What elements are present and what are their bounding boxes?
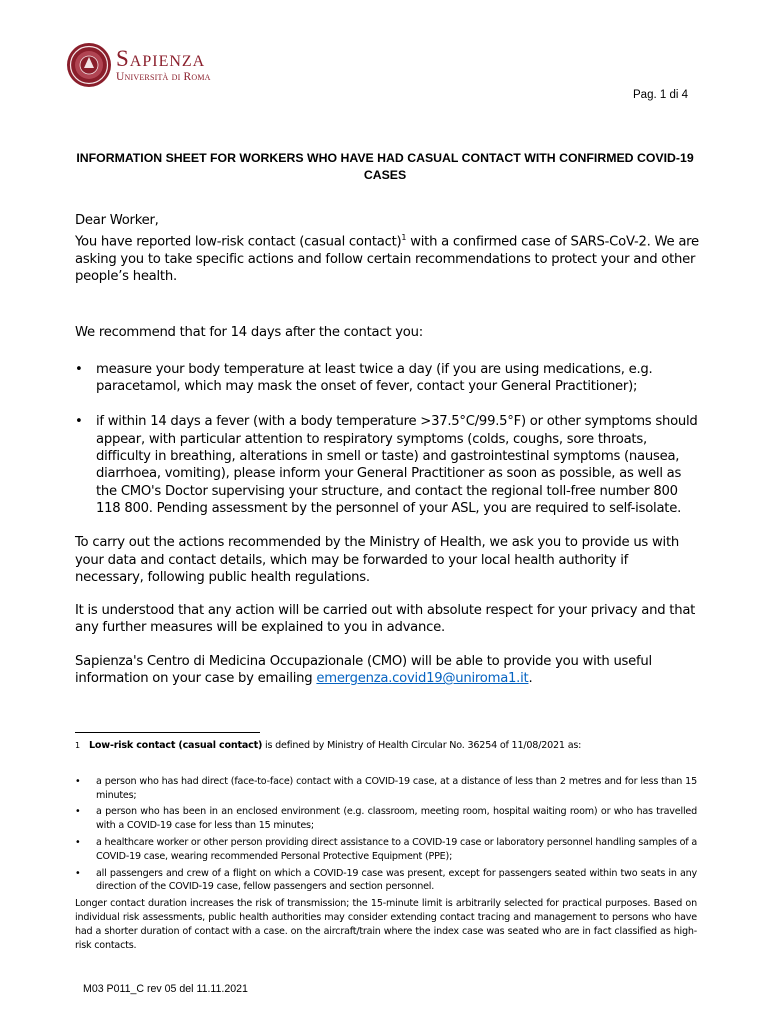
- university-seal-icon: [66, 42, 112, 88]
- list-item-text: measure your body temperature at least twice a day (if you are using medications, e.g. paracetamol, which may mask the onset of fever, contact your General Practitioner);: [96, 361, 653, 395]
- list-item: [75, 805, 697, 833]
- intro-text-start: You have reported low-risk contact (casual contact): [75, 234, 402, 250]
- footnote: [75, 739, 697, 952]
- footnote-definition: [89, 739, 581, 753]
- list-item: [75, 775, 697, 803]
- recommendation-list: [75, 361, 700, 517]
- intro-paragraph: [75, 229, 700, 285]
- list-item: [75, 413, 700, 517]
- contact-text-end: .: [528, 671, 533, 687]
- contact-text: Sapienza's Centro di Medicina Occupazionale (CMO) will be able to provide you with useful information on your case by emailing: [75, 653, 652, 687]
- footnote-divider: [75, 732, 260, 733]
- list-item-text: all passengers and crew of a flight on which a COVID-19 case was present, except for passengers seated within two seats in any direction of the COVID-19 case, fellow passengers and section personnel.: [96, 867, 697, 893]
- document-code: M03 P011_C rev 05 del 11.11.2021: [83, 983, 248, 995]
- list-item-text: a healthcare worker or other person providing direct assistance to a COVID-19 case or laboratory personnel handling samples of a COVID-19 case, wearing recommended Personal Protective Equipment (PPE);: [96, 836, 697, 862]
- sapienza-logo: [66, 42, 211, 88]
- greeting: Dear Worker,: [75, 213, 159, 228]
- list-item-text: a person who has had direct (face-to-face) contact with a COVID-19 case, at a distance of less than 2 metres and for less than 15 minutes;: [96, 775, 697, 801]
- list-item: [75, 867, 697, 895]
- bullet: •: [75, 414, 83, 430]
- contact-email-link[interactable]: emergenza.covid19@uniroma1.it: [316, 671, 529, 687]
- page-number: Pag. 1 di 4: [633, 89, 688, 101]
- privacy-paragraph: It is understood that any action will be carried out with absolute respect for your privacy and that any further measures will be explained to you in advance.: [75, 603, 696, 636]
- bullet: •: [75, 836, 81, 848]
- bullet: •: [75, 806, 81, 818]
- footnote-closing: Longer contact duration increases the risk of transmission; the 15-minute limit is arbitrarily selected for practical purposes. Based on individual risk assessments, public health authorities may consider extending contact tracing and management to persons who have had a shorter duration of contact with a case. on the aircraft/train where the index case was seated who are in fact classified as high-risk contacts.: [75, 898, 697, 951]
- bullet: •: [75, 361, 83, 377]
- document-title: INFORMATION SHEET FOR WORKERS WHO HAVE HAD CASUAL CONTACT WITH CONFIRMED COVID-19 CASES: [76, 151, 694, 182]
- list-item-text: if within 14 days a fever (with a body temperature >37.5°C/99.5°F) or other symptoms should appear, with particular attention to respiratory symptoms (colds, coughs, sore throats, difficulty in breathing, alterations in smell or taste) and gastrointestinal symptoms (nausea, diarrhoea, vomiting), please inform your General Practitioner as soon as possible, as well as the CMO's Doctor supervising your structure, and contact the regional toll-free number 800 118 800. Pending assessment by the personnel of your ASL, you are required to self-isolate.: [96, 414, 698, 516]
- list-item: [75, 836, 697, 864]
- letter-body: [75, 212, 700, 687]
- recommendation-lead: We recommend that for 14 days after the contact you:: [75, 324, 423, 340]
- footnote-term: Low-risk contact (casual contact): [89, 740, 263, 751]
- list-item-text: a person who has been in an enclosed environment (e.g. classroom, meeting room, hospital waiting room) or who has travelled with a COVID-19 case for less than 15 minutes;: [96, 806, 697, 832]
- list-item: [75, 361, 700, 396]
- contact-paragraph: [75, 653, 700, 688]
- logo-wordmark: [116, 47, 211, 83]
- logo-name: Sapienza: [116, 46, 206, 71]
- footnote-list: [75, 775, 697, 894]
- logo-subtitle: Università di Roma: [116, 71, 211, 83]
- actions-paragraph: To carry out the actions recommended by the Ministry of Health, we ask you to provide us with your data and contact details, which may be forwarded to your local health authority if necessary, following public health regulations.: [75, 535, 679, 585]
- intro-text-end: with a confirmed case of SARS-CoV-2. We are asking you to take specific actions and follow certain recommendations to protect your and other people’s health.: [75, 234, 699, 285]
- footnote-definition-text: is defined by Ministry of Health Circular No. 36254 of 11/08/2021 as:: [262, 740, 582, 751]
- footnote-reference: 1: [401, 233, 407, 243]
- bullet: •: [75, 867, 81, 879]
- bullet: •: [75, 775, 81, 787]
- footnote-heading: [75, 739, 697, 753]
- footnote-mark: 1: [75, 741, 80, 750]
